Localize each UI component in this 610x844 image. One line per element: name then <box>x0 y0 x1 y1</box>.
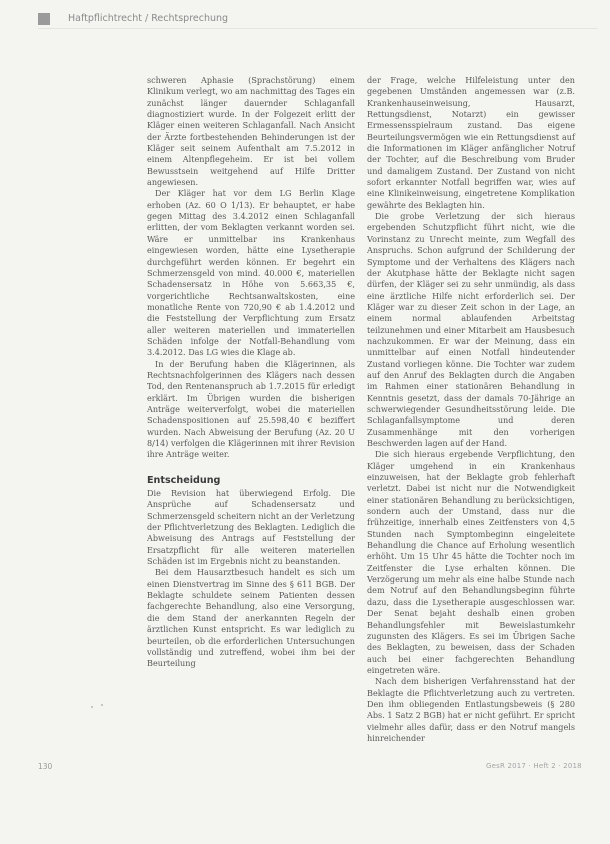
body-paragraph: Nach dem bisherigen Verfahrensstand hat der Beklagte die Pflichtverletzung auch zu vertreten. Den ihm obliegenden Entlastungsbeweis (§ 280 Abs. 1 Satz 2 BGB) hat er nicht geführt. Er spricht vielmehr alles dafür, dass er den Notruf mangels hinreichender <box>367 676 575 743</box>
body-paragraph: Die grobe Verletzung der sich hieraus ergebenden Schutzpflicht führt nicht, wie die Vorinstanz zu Unrecht meinte, zum Wegfall des Anspruchs. Schon aufgrund der Schilderung der Symptome und der Verhaltens des Klägers nach der Akutphase hätte der Beklagte nicht sagen dürfen, der Kläger sei zu sehr unmündig, als dass eine ärztliche Hilfe nicht erforderlich sei. Der Kläger war zu dieser Zeit schon in der Lage, an einem normal ablaufenden Arbeitstag teilzunehmen und einer Mitarbeit am Hausbesuch nachzukommen. Er war der Meinung, dass ein unmittelbar auf einen Notfall hindeutender Zustand vorliegen könne. Die Tochter war zudem auf den Anruf des Beklagten durch die Angaben im Rahmen einer stationären Behandlung in Kenntnis gesetzt, dass der damals 70-Jährige an schwerwiegender Gesundheitsstörung leide. Die Schlaganfallsymptome und deren Zusammenhänge mit den vorherigen Beschwerden lagen auf der Hand. <box>367 211 575 448</box>
journal-citation: GesR 2017 · Heft 2 · 2018 <box>486 762 582 770</box>
right-column <box>367 75 575 744</box>
body-paragraph: schweren Aphasie (Sprachstörung) einem Klinikum verlegt, wo am nachmittag des Tages ein zunächst länger dauernder Schlaganfall diagnostiziert wurde. In der Folgezeit erlitt der Kläger einen weiteren Schlaganfall. Nach Ansicht der Ärzte fortbestehenden Behinderungen ist der Kläger seit seinem Aufenthalt am 7.5.2012 in einem Altenpflegeheim. Er ist bei vollem Bewusstsein weitgehend auf Hilfe Dritter angewiesen. <box>147 75 355 188</box>
body-paragraph: der Frage, welche Hilfeleistung unter den gegebenen Umständen angemessen war (z.B. Krankenhauseinweisung, Hausarzt, Rettungsdienst, Notarzt) ein gewisser Ermessensspielraum zustand. Das eigene Beurteilungsvermögen wie ein Rettungsdienst auf die Informationen im Kläger anfänglicher Notruf der Tochter, auf die Beschreibung vom Bruder und damaligem Zustand. Der Zustand von nicht sofort erkannter Notfall begriffen war, wies auf eine Klinikeinweisung, eingetretene Komplikation gewährte des Beklagten hin. <box>367 75 575 210</box>
body-paragraph: Die Revision hat überwiegend Erfolg. Die Ansprüche auf Schadensersatz und Schmerzensgeld scheitern nicht an der Verletzung der Pflichtverletzung des Beklagten. Lediglich die Abweisung des Antrags auf Feststellung der Ersatzpflicht für alle weiteren materiellen Schäden ist im Ergebnis nicht zu beanstanden. <box>147 488 355 567</box>
body-paragraph: In der Berufung haben die Klägerinnen, als Rechtsnachfolgerinnen des Klägers nach dessen Tod, den Rentenanspruch ab 1.7.2015 für erledigt erklärt. Im Übrigen wurden die bisherigen Anträge weiterverfolgt, wobei die materiellen Schadenspositionen auf 25.598,40 € beziffert wurden. Nach Abweisung der Berufung (Az. 20 U 8/14) verfolgen die Klägerinnen mit ihrer Revision ihre Anträge weiter. <box>147 358 355 460</box>
page-number: 130 <box>38 762 53 771</box>
section-title: Haftpflichtrecht / Rechtsprechung <box>68 13 229 24</box>
left-column <box>147 75 355 670</box>
running-header <box>38 12 598 29</box>
scan-speck <box>101 704 103 706</box>
body-paragraph: Bei dem Hausarztbesuch handelt es sich um einen Dienstvertrag im Sinne des § 611 BGB. Der Beklagte schuldete seinem Patienten dessen fachgerechte Behandlung, also eine Versorgung, die dem Stand der anerkannten Regeln der ärztlichen Kunst entspricht. Es war lediglich zu beurteilen, ob die erforderlichen Untersuchungen vollständig und zutreffend, wobei ihm bei der Beurteilung <box>147 567 355 669</box>
body-paragraph: Der Kläger hat vor dem LG Berlin Klage erhoben (Az. 60 O 1/13). Er behauptet, er habe gegen Mittag des 3.4.2012 einen Schlaganfall erlitten, der vom Beklagten verkannt worden sei. Wäre er unmittelbar ins Krankenhaus eingewiesen worden, hätte eine Lysetherapie durchgeführt werden können. Er begehrt ein Schmerzensgeld von mind. 40.000 €, materiellen Schadensersatz in Höhe von 5.663,35 €, vorgerichtliche Rechtsanwaltskosten, eine monatliche Rente von 720,90 € ab 1.4.2012 und die Feststellung der Verpflichtung zum Ersatz aller weiteren materiellen und immateriellen Schäden infolge der Notfall-Behandlung vom 3.4.2012. Das LG wies die Klage ab. <box>147 188 355 358</box>
section-heading: Entscheidung <box>147 474 221 486</box>
scan-speck <box>91 706 93 708</box>
section-marker <box>38 13 50 25</box>
body-paragraph: Die sich hieraus ergebende Verpflichtung, den Kläger umgehend in ein Krankenhaus einzuweisen, hat der Beklagte grob fehlerhaft verletzt. Dabei ist nicht nur die Notwendigkeit einer stationären Behandlung zu berücksichtigen, sondern auch der Umstand, dass nur die frühzeitige, innerhalb eines Zeitfensters von 4,5 Stunden nach Symptombeginn eingeleitete Behandlung die Chance auf Erholung wesentlich erhöht. Um 15 Uhr 45 hätte die Tochter noch im Zeitfenster die Lyse erhalten können. Die Verzögerung um mehr als eine halbe Stunde nach dem Notruf auf den Behandlungsbeginn führte dazu, dass die Lysetherapie ausgeschlossen war. Der Senat bejaht deshalb einen groben Behandlungsfehler mit Beweislastumkehr zugunsten des Klägers. Es sei im Übrigen Sache des Beklagten, zu beweisen, dass der Schaden auch bei einer fachgerechten Behandlung eingetreten wäre. <box>367 449 575 675</box>
